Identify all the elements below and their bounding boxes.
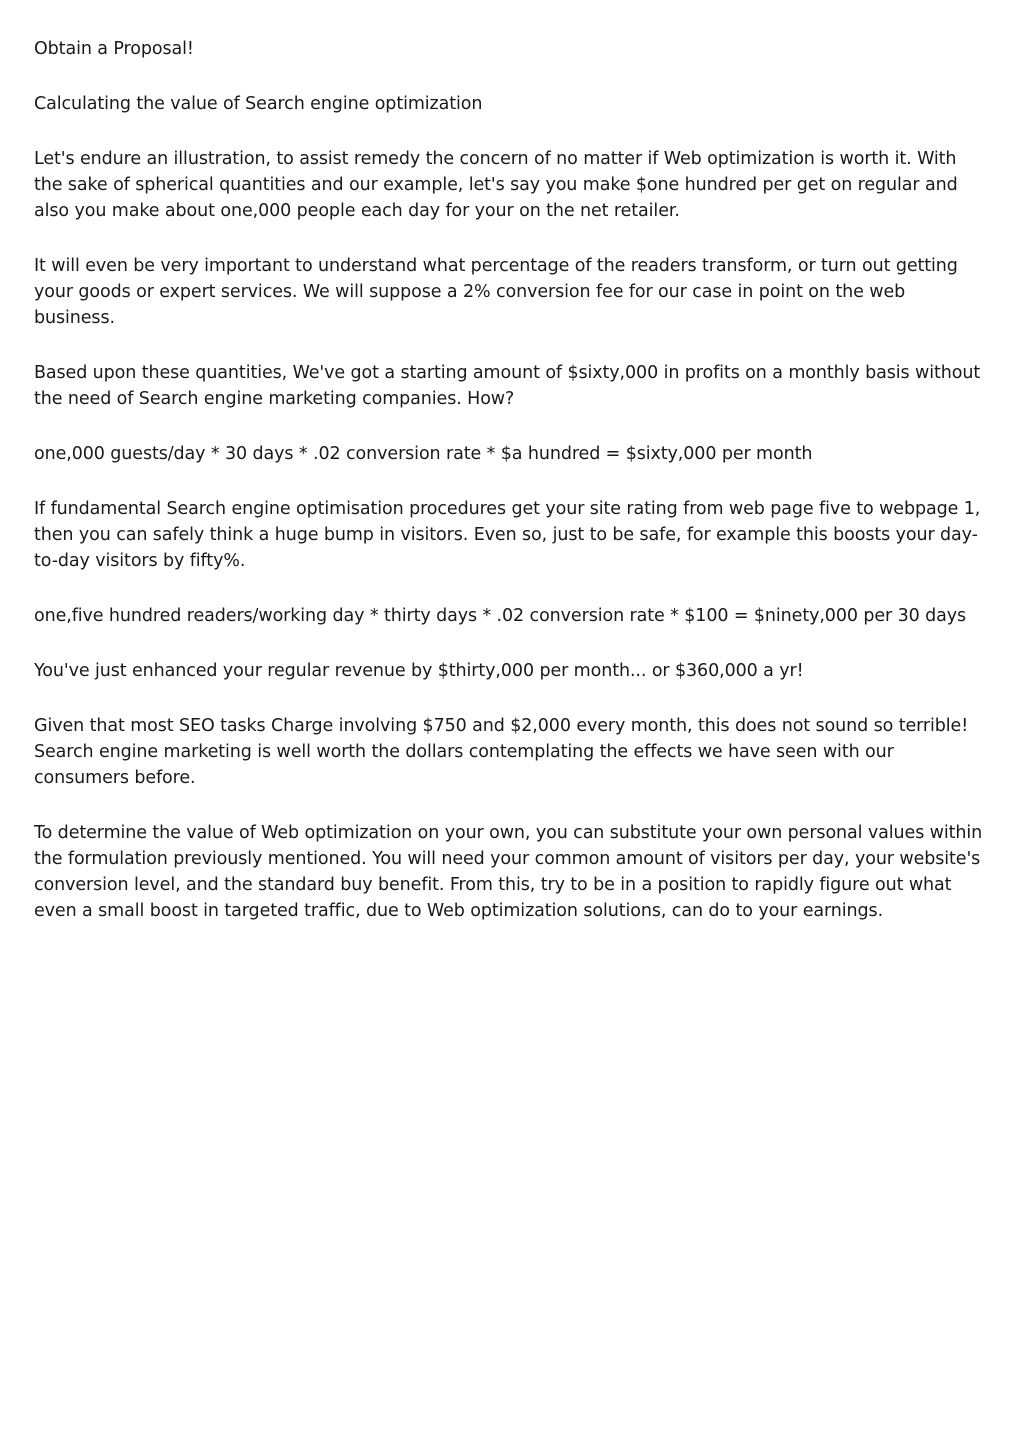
paragraph-starting-amount: Based upon these quantities, We've got a starting amount of $sixty,000 in profits on a monthly basis without the need of Search engine marketing companies. How? — [34, 363, 981, 409]
paragraph-conversion: It will even be very important to understand what percentage of the readers transform, or turn out getting your goods or expert services. We will suppose a 2% conversion fee for our case in point on the web business. — [34, 256, 958, 328]
heading-obtain-proposal: Obtain a Proposal! — [34, 39, 194, 59]
paragraph-illustration: Let's endure an illustration, to assist remedy the concern of no matter if Web optimization is worth it. With the sake of spherical quantities and our example, let's say you make $one hundred per get on regular and also you make about one,000 people each day for your on the net retailer. — [34, 149, 958, 221]
document-body — [34, 36, 990, 953]
paragraph-seo-cost: Given that most SEO tasks Charge involving $750 and $2,000 every month, this does not sound so terrible! Search engine marketing is well worth the dollars contemplating the effects we have seen with our consumers before. — [34, 716, 969, 788]
paragraph-seo-ranking: If fundamental Search engine optimisation procedures get your site rating from web page five to webpage 1, then you can safely think a huge bump in visitors. Even so, just to be safe, for example this boosts your day-to-day visitors by fifty%. — [34, 499, 981, 571]
heading-calculating-value: Calculating the value of Search engine optimization — [34, 94, 483, 114]
formula-baseline: one,000 guests/day * 30 days * .02 conversion rate * $a hundred = $sixty,000 per month — [34, 444, 813, 464]
formula-improved: one,five hundred readers/working day * thirty days * .02 conversion rate * $100 = $ninety,000 per 30 days — [34, 606, 967, 626]
paragraph-revenue-increase: You've just enhanced your regular revenue by $thirty,000 per month... or $360,000 a yr! — [34, 661, 804, 681]
paragraph-determine-value: To determine the value of Web optimization on your own, you can substitute your own personal values within the formulation previously mentioned. You will need your common amount of visitors per day, your website's conversion level, and the standard buy benefit. From this, try to be in a position to rapidly figure out what even a small boost in targeted traffic, due to Web optimization solutions, can do to your earnings. — [34, 823, 983, 921]
